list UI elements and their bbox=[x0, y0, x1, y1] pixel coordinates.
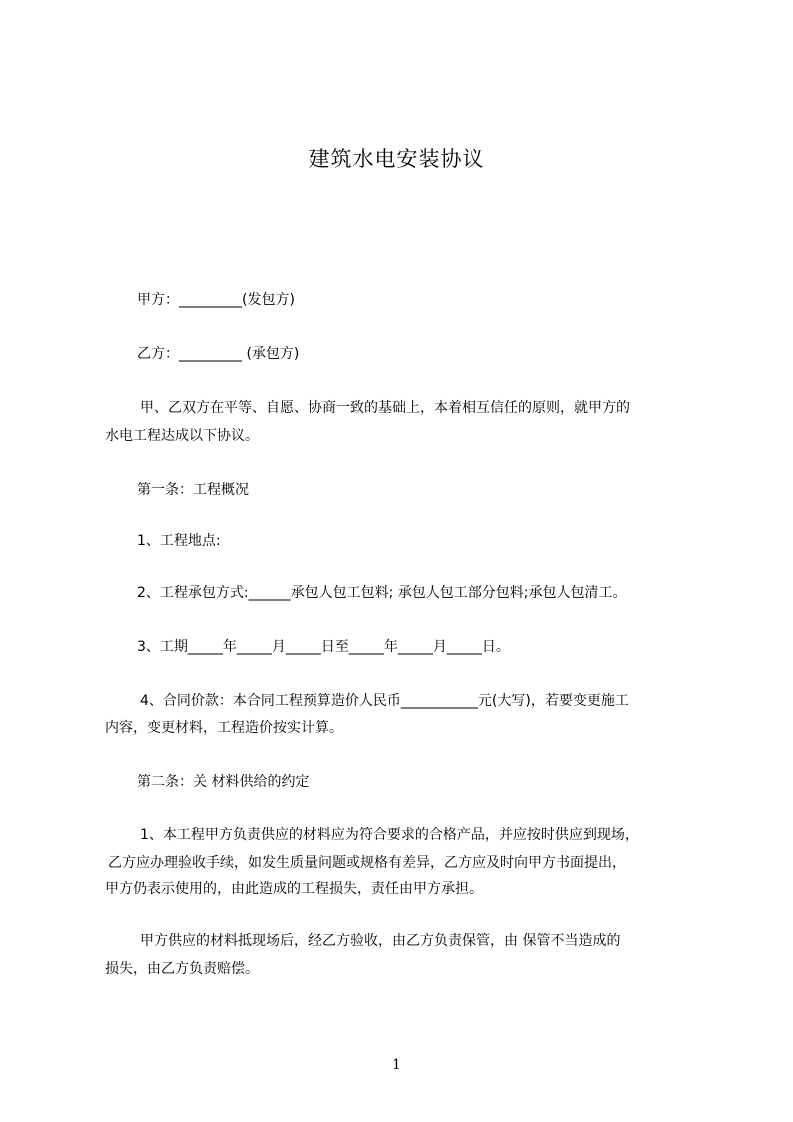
intro-line-1: 甲、乙双方在平等、自愿、协商一致的基础上，本着相互信任的原则，就甲方的 bbox=[140, 400, 630, 416]
article-2-item-1-line-1: 1、本工程甲方负责供应的材料应为符合要求的合格产品，并应按时供应到现场， bbox=[140, 827, 639, 843]
article-1-item-3: 3、工期_____年_____月_____日至_____年_____月_____日。 bbox=[137, 639, 510, 655]
article-2-paragraph-2-line-1: 甲方供应的材料抵现场后，经乙方验收，由乙方负责保管，由 保管不当造成的 bbox=[140, 933, 621, 949]
article-1-heading: 第一条：工程概况 bbox=[137, 482, 249, 498]
party-a-line: 甲方：_________(发包方) bbox=[137, 292, 295, 308]
intro-line-2: 水电工程达成以下协议。 bbox=[105, 428, 259, 444]
article-2-paragraph-2-line-2: 损失，由乙方负责赔偿。 bbox=[105, 961, 259, 977]
article-1-item-1: 1、工程地点: bbox=[137, 533, 221, 549]
article-1-item-2: 2、工程承包方式:______承包人包工包料; 承包人包工部分包料;承包人包清工。 bbox=[137, 585, 627, 601]
article-2-item-1-line-2: 乙方应办理验收手续，如发生质量问题或规格有差异，乙方应及时向甲方书面提出， bbox=[108, 855, 626, 871]
page-number: 1 bbox=[392, 1057, 401, 1073]
article-2-heading: 第二条：关 材料供给的约定 bbox=[137, 774, 310, 790]
party-b-line: 乙方：_________ (承包方) bbox=[137, 346, 300, 362]
article-2-item-1-line-3: 甲方仍表示使用的，由此造成的工程损失，责任由甲方承担。 bbox=[105, 881, 483, 897]
article-1-item-4-line-2: 内容，变更材料，工程造价按实计算。 bbox=[105, 720, 343, 736]
document-title: 建筑水电安装协议 bbox=[308, 147, 485, 171]
article-1-item-4-line-1: 4、合同价款：本合同工程预算造价人民币___________元(大写)，若要变更施工 bbox=[140, 693, 629, 709]
